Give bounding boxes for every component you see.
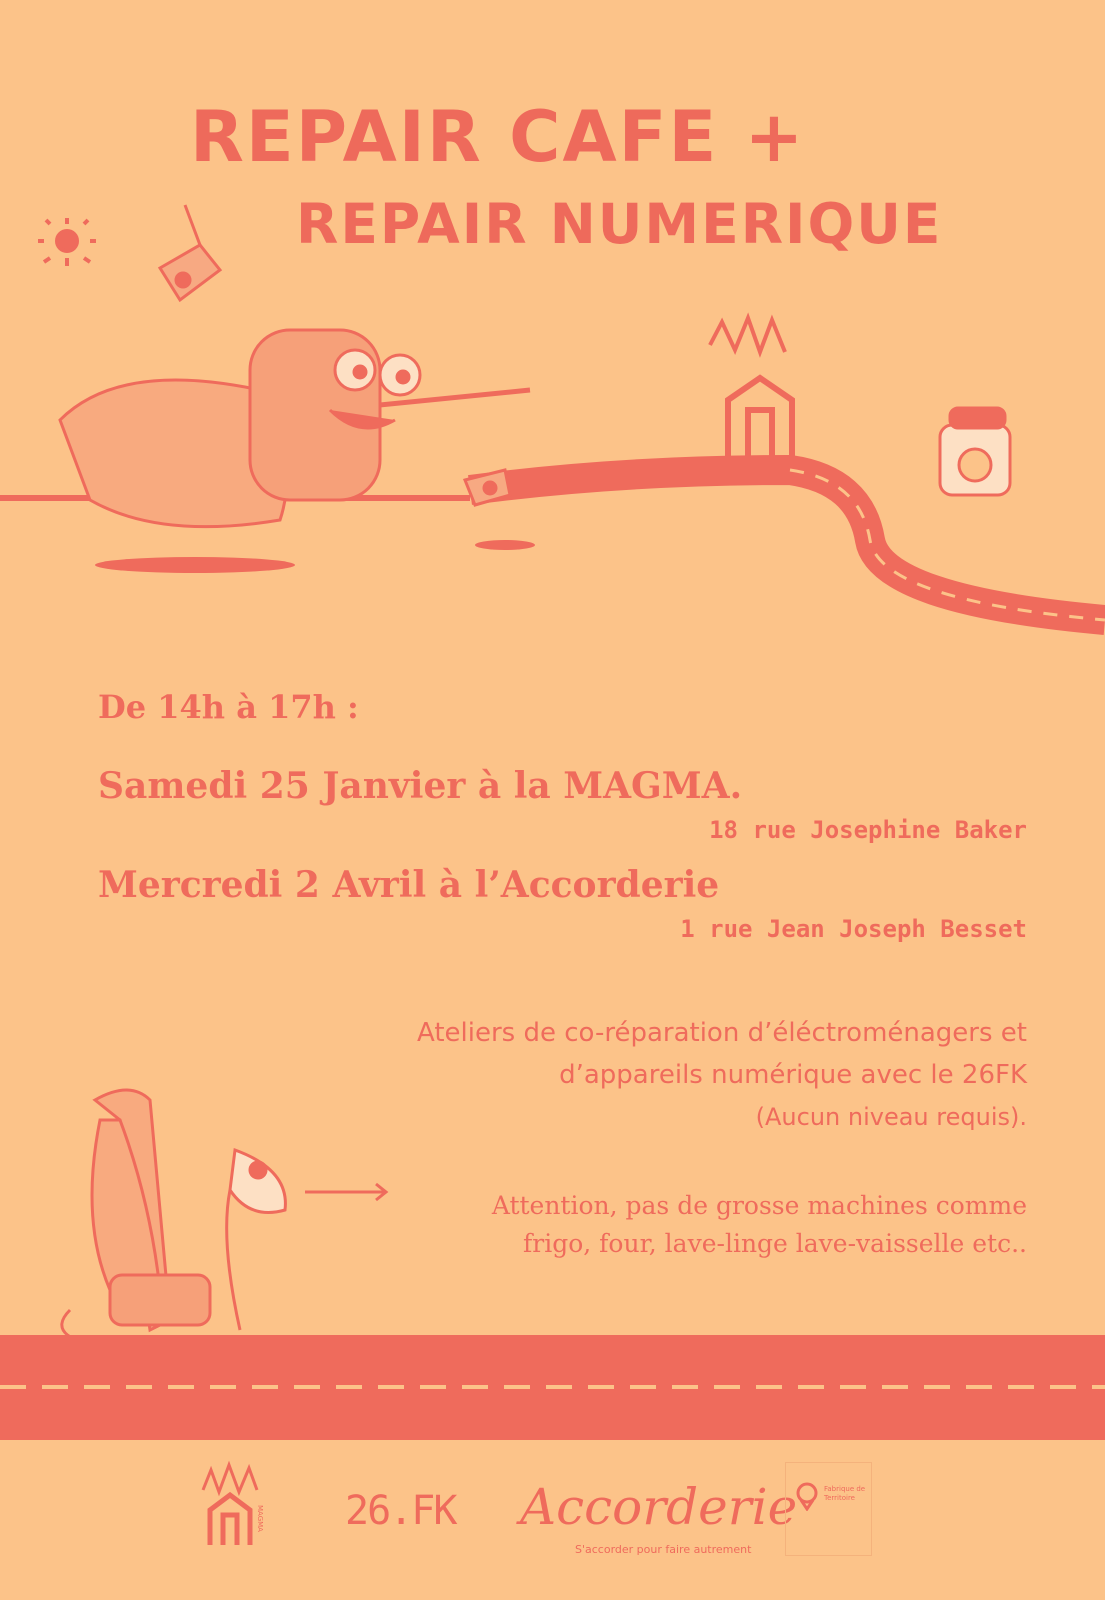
magma-logo-text: MAGMA xyxy=(256,1505,264,1532)
event-2-address: 1 rue Jean Joseph Besset xyxy=(680,915,1027,943)
hero-toaster-icon xyxy=(60,330,535,573)
warning-line-1: Attention, pas de grosse machines comme xyxy=(491,1191,1027,1220)
magma-logo-icon xyxy=(195,1460,265,1550)
fk-logo: 26.FK xyxy=(345,1488,456,1534)
event-1-address: 18 rue Josephine Baker xyxy=(709,816,1027,844)
description-line-2: d’appareils numérique avec le 26FK xyxy=(559,1060,1027,1090)
fabrique-logo xyxy=(785,1462,872,1556)
warning-line-2: frigo, four, lave-linge lave-vaisselle etc.. xyxy=(523,1229,1027,1258)
plug-character-icon xyxy=(160,205,220,300)
accorderie-tagline: S'accorder pour faire autrement xyxy=(575,1543,752,1556)
location-pin-icon xyxy=(792,1481,822,1511)
event-2-date: Mercredi 2 Avril à l’Accorderie xyxy=(98,864,720,906)
event-1-date: Samedi 25 Janvier à la MAGMA. xyxy=(98,765,743,807)
description-line-1: Ateliers de co-réparation d’éléctroménagers et xyxy=(417,1018,1027,1048)
vacuum-character-icon xyxy=(62,1090,300,1353)
fabrique-logo-text: Fabrique de Territoire xyxy=(824,1485,866,1502)
lamp-character-icon xyxy=(227,1150,286,1330)
sun-icon xyxy=(38,218,96,266)
top-illustration xyxy=(0,0,1105,660)
arrow-icon xyxy=(305,1184,386,1200)
title-line-1: REPAIR CAFE + xyxy=(190,96,806,178)
road xyxy=(470,470,1105,620)
bottom-illustration xyxy=(0,1060,1105,1480)
description-line-3: (Aucun niveau requis). xyxy=(755,1103,1027,1131)
accorderie-logo: Accorderie xyxy=(520,1478,798,1536)
magma-house-icon xyxy=(710,318,792,465)
coffee-machine-icon xyxy=(940,408,1010,495)
opening-hours: De 14h à 17h : xyxy=(98,688,359,726)
title-line-2: REPAIR NUMERIQUE xyxy=(296,192,943,256)
